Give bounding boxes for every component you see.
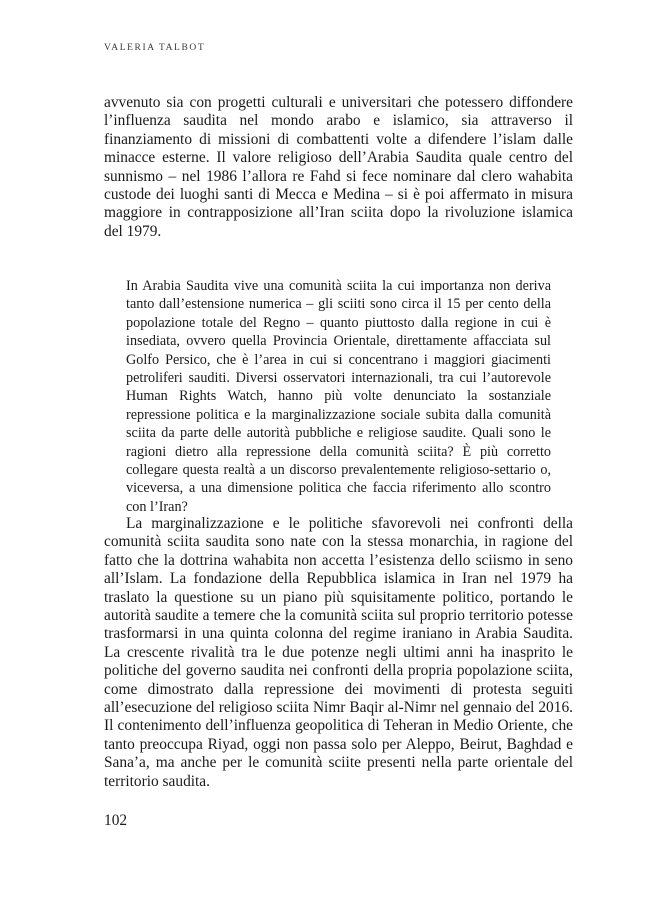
- page-number: 102: [104, 812, 128, 829]
- running-head: VALERIA TALBOT: [104, 43, 206, 53]
- body-paragraph-2: La marginalizzazione e le politiche sfavorevoli nei confronti della comunità sciita saudita sono nate con la stessa monarchia, in ragione del fatto che la dottrina wahabita non accetta l’esistenza dello sciismo in seno all’Islam. La fondazione della Repubblica islamica in Iran nel 1979 ha traslato la questione su un piano più squisitamente politico, portando le autorità saudite a temere che la comunità sciita sul proprio territorio potesse trasformarsi in una quinta colonna del regime iraniano in Arabia Saudita. La crescente rivalità tra le due potenze negli ultimi anni ha inasprito le politiche del governo saudita nei confronti della propria popolazione sciita, come dimostrato dalla repressione dei movimenti di protesta seguiti all’esecuzione del religioso sciita Nimr Baqir al-Nimr nel gennaio del 2016. Il contenimento dell’influenza geopolitica di Teheran in Medio Oriente, che tanto preoccupa Riyad, oggi non passa solo per Aleppo, Beirut, Baghdad e Sana’a, ma anche per le comunità sciite presenti nella parte orientale del territorio saudita.: [104, 515, 573, 790]
- box-question-text: In Arabia Saudita vive una comunità sciita la cui importanza non deriva tanto dall’estensione numerica – gli sciiti sono circa il 15 per cento della popolazione totale del Regno – quanto piuttosto dalla regione in cui è insediata, ovvero quella Provincia Orientale, direttamente affacciata sul Golfo Persico, che è l’area in cui si concentrano i maggiori giacimenti petroliferi sauditi. Diversi osservatori internazionali, tra cui l’autorevole Human Rights Watch, hanno più volte denunciato la sostanziale repressione politica e la marginalizzazione sociale subita dalla comunità sciita da parte delle autorità pubbliche e religiose saudite. Quali sono le ragioni dietro alla repressione della comunità sciita? È più corretto collegare questa realtà a un discorso prevalentemente religioso-settario o, viceversa, a una dimensione politica che faccia riferimento allo scontro con l’Iran?: [126, 278, 551, 515]
- body-paragraph-1: avvenuto sia con progetti culturali e universitari che potessero diffondere l’influenza saudita nel mondo arabo e islamico, sia attraverso il finanziamento di missioni di combattenti volte a difendere l’islam dalle minacce esterne. Il valore religioso dell’Arabia Saudita quale centro del sunnismo – nel 1986 l’allora re Fahd si fece nominare dal clero wahabita custode dei luoghi santi di Mecca e Medina – si è poi affermato in misura maggiore in contrapposizione all’Iran sciita dopo la rivoluzione islamica del 1979.: [104, 94, 573, 240]
